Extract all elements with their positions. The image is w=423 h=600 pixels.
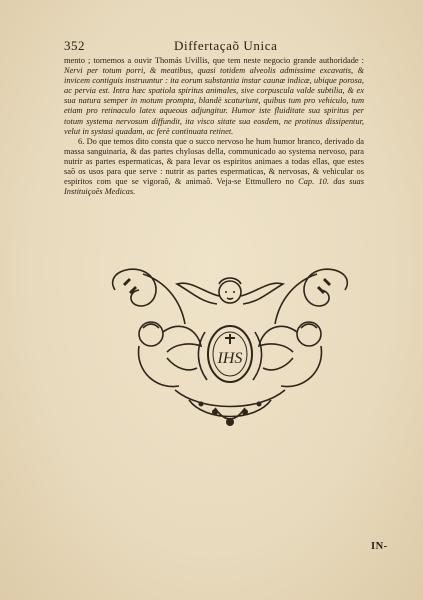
page-number: 352 (64, 38, 85, 53)
woodcut-ornament (105, 262, 355, 442)
paragraph-quote (64, 56, 364, 137)
page-header (64, 38, 364, 54)
running-head: Differtaçaõ Unica (174, 38, 278, 53)
paragraph-6 (64, 137, 364, 198)
catchword: IN- (371, 541, 388, 552)
body-text (64, 56, 364, 197)
paragraph-intro: mento ; tornemos a ouvir Thomás Uvillis, que tem neste negocio grande authoridade : (64, 56, 364, 65)
paragraph-6-text: 6. Do que temos dito consta que o succo nervoso he hum humor branco, derivado da massa sanguinaria, & das partes chylosas della, communicado ao systema nervoso, para nutrir as partes espermaticas, & para levar os espiritos animaes a todas ellas, que estes saõ os usos para que serve : nutrir as partes espermaticas, & nervosas, & vehicular os espiritos com que se vigoraõ, & animaõ. Veja-se Ettmullero no (64, 136, 364, 187)
latin-quotation: Nervi per totum porri, & meatibus, quasi totidem alveolis admissime excavatis, & invicem contiguis instruuntur : ita eorum substantia instar caunæ indicæ, ubique porosa, ac pervia est. Intra hæc spatiola spiritus animales, sive corpuscula valde subtilia, & ex sua natura semper in motum prompta, blandè scaturiunt, quibus tum pro vehiculo, tum etiam pro retinaculo latex aqueous adjungitur. Humor iste fluiditate sua spiritus per totum systema nervosum diffundit, ita visco sitate sua eosdem, ne protinus dissipentur, velut in systasi quadam, ac ferè continuata retinet. (64, 66, 364, 136)
reference-citation: Cap. 10. das suas Instituiçoẽs Medicas. (64, 177, 364, 197)
ihs-monogram: IHS (217, 350, 243, 367)
